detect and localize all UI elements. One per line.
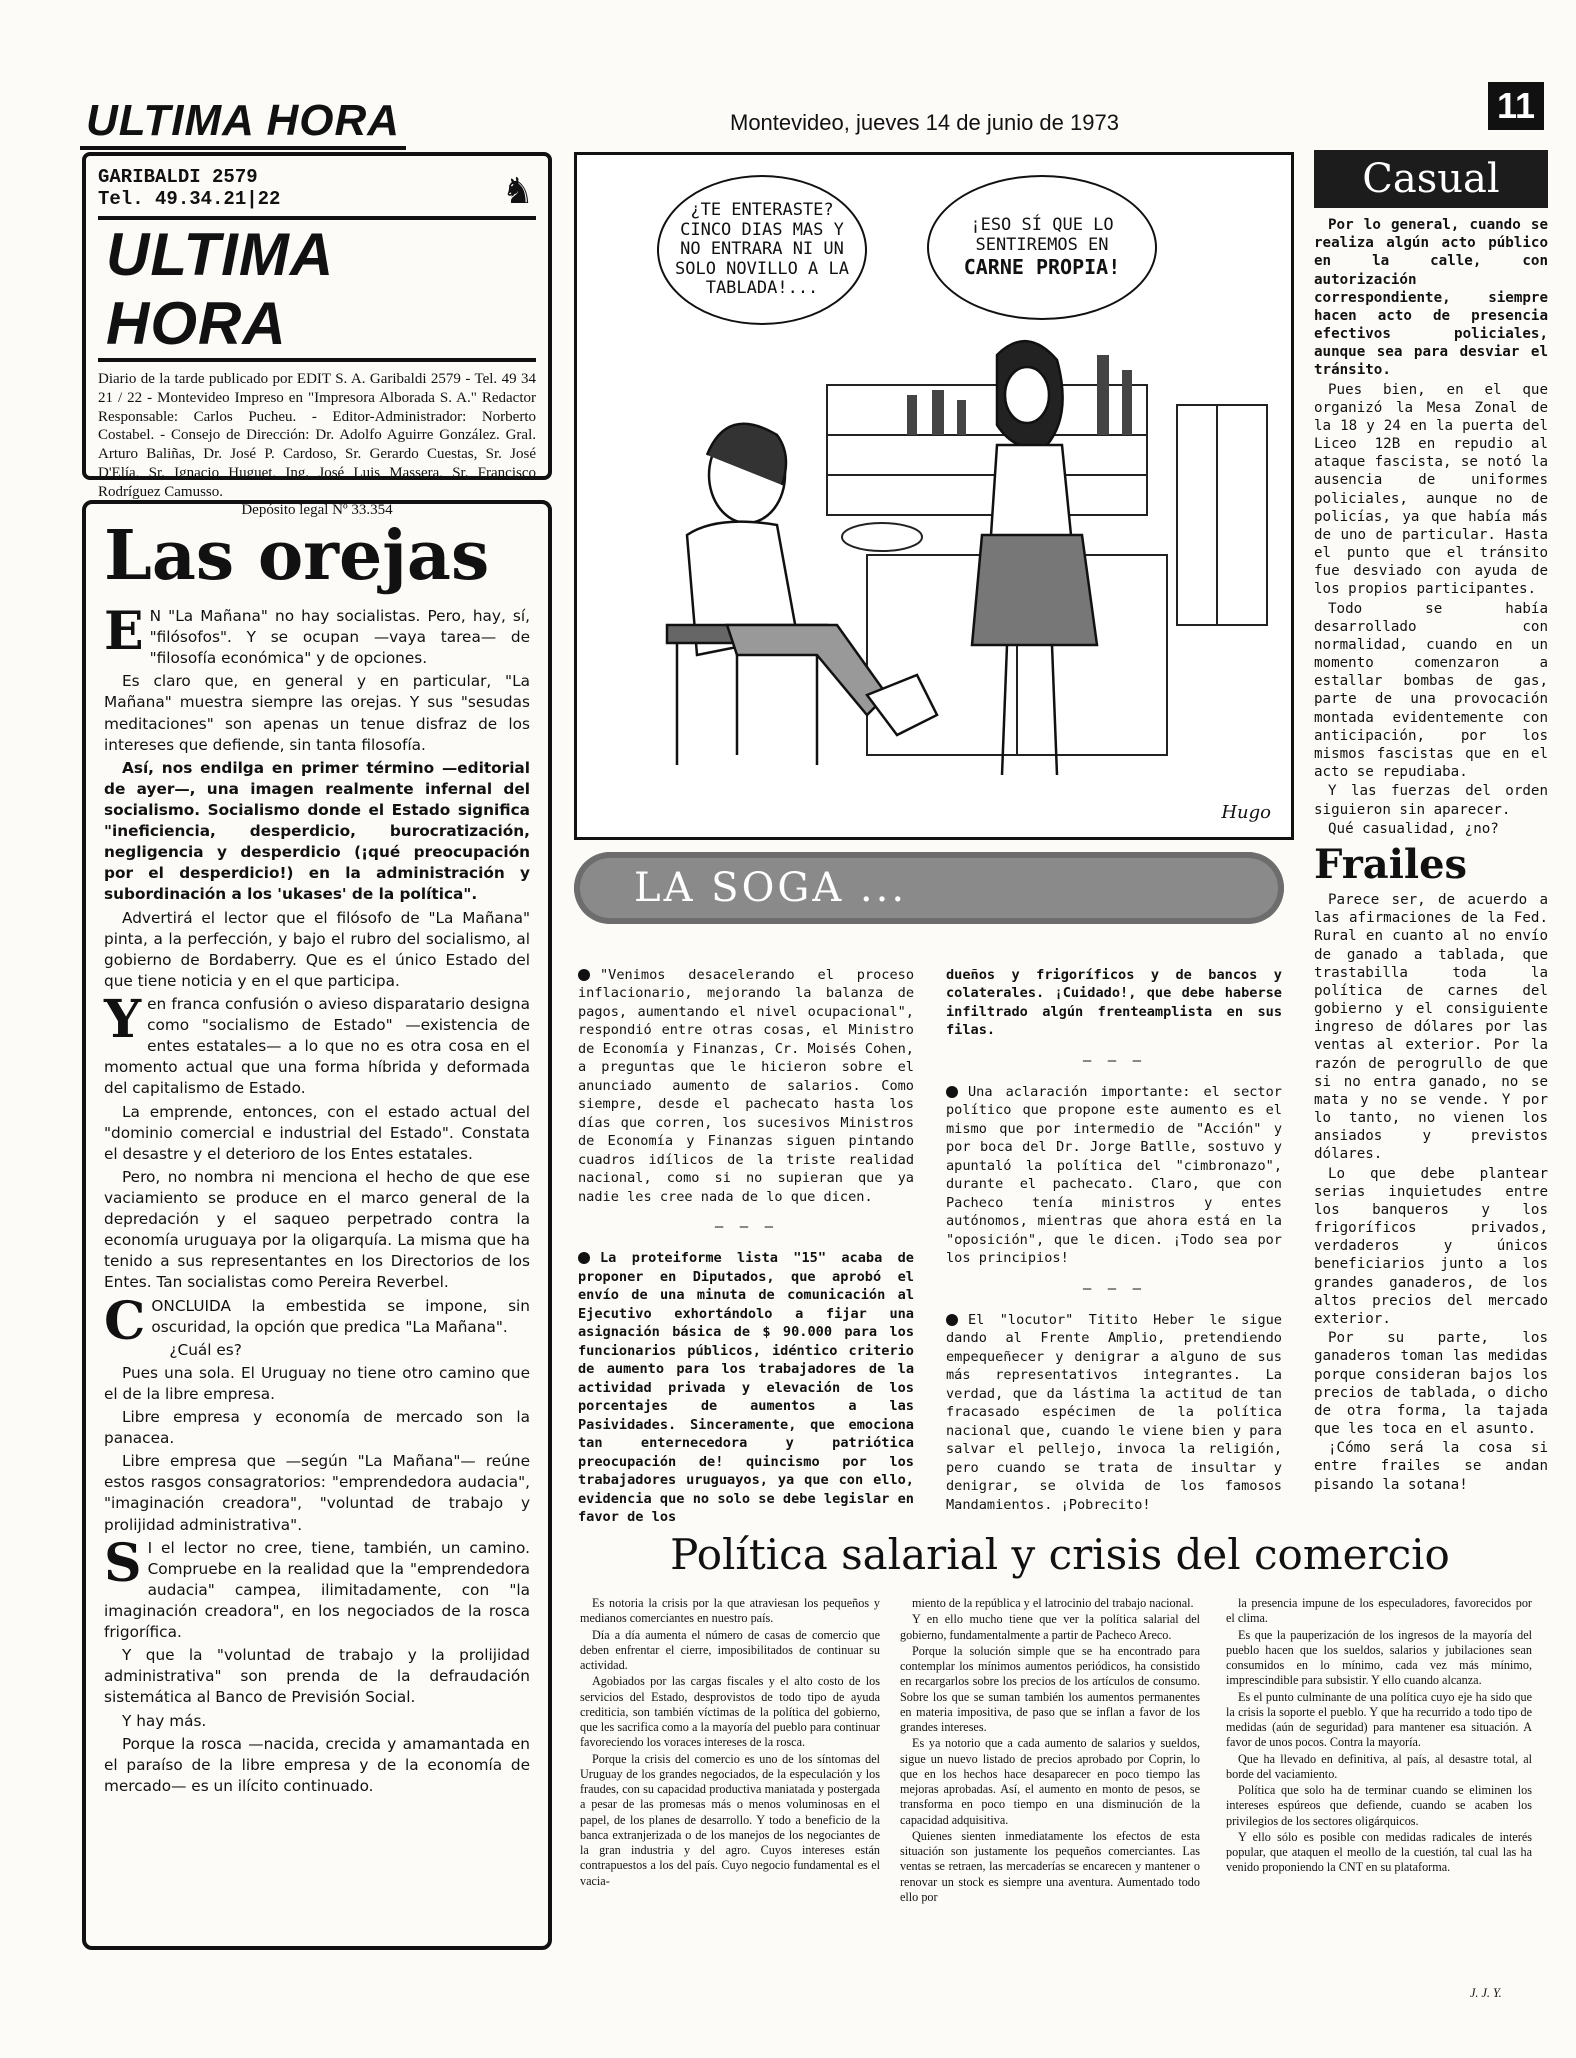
section-title-frailes: Frailes [1314, 840, 1468, 888]
paragraph: Una aclaración importante: el sector político que propone este aumento es el mismo que por intermedio de "Acción" y por boca del Dr. Jorge Batlle, sostuvo y apuntaló la política del "cimbronazo", durante el pachecato. Claro, que con Pacheco tenía ministros y entes autónomos, mientras que ahora está en la "oposición", que le dicen. ¡Todo sea por los principios! [946, 1083, 1282, 1267]
paragraph: Y que la "voluntad de trabajo y la prolijidad administrativa" son prenda de la defraudación sistemática al Banco de Previsión Social. [104, 1646, 530, 1707]
paragraph: Y en ello mucho tiene que ver la política salarial del gobierno, fundamentalmente a partir de Pacheco Areco. [900, 1612, 1200, 1642]
speech-bubble-right-text: ¡ESO SÍ QUE LO SENTIREMOS EN [970, 215, 1114, 255]
paragraph: Porque la rosca —nacida, crecida y amamantada en el paraíso de la libre empresa y de la economía de mercado— es un ilícito continuado. [104, 1734, 530, 1795]
bullet-icon [946, 1086, 958, 1098]
paragraph: Parece ser, de acuerdo a las afirmaciones de la Fed. Rural en cuanto al no envío de ganado a tablada, que trastabilla toda la política de carnes del gobierno y el consiguiente ingreso de dólares por las ventas al exterior. Por la razón de perogrullo de que si no entra ganado, no se mata y no se vende. Y por lo tanto, no vienen los ansiados y previstos dólares. [1314, 892, 1548, 1163]
drop-cap: C [104, 1290, 146, 1352]
paragraph: Agobiados por las cargas fiscales y el alto costo de los servicios del Estado, desprovistos de todo tipo de ayuda crediticia, son también víctimas de la política del gobierno, que les sacrifica como a la mayoría del pueblo para continuar favoreciendo los voraces intereses de la rosca. [580, 1674, 880, 1750]
masthead-address: GARIBALDI 2579 [98, 166, 258, 188]
soga-column-2 [946, 966, 1282, 1514]
drop-cap: S [104, 1532, 142, 1594]
paragraph: miento de la república y el latrocinio del trabajo nacional. [912, 1596, 1194, 1610]
paragraph: Porque la solución simple que se ha encontrado para contemplar los mínimos aumentos periódicos, ha consistido en recargarlos sobre los precios de los artículos de consumo. Sobre los que se suman también los aumentos permanentes en materia impositiva, de paso que se inflan a favor de los grandes intereses. [900, 1643, 1200, 1734]
paragraph: Quienes sienten inmediatamente los efectos de esta situación son justamente los pequeños comerciantes. Las ventas se retraen, las mercaderías se encarecen y mantener o renovar un stock es siempre una aventura. Aumentado todo ello por [900, 1828, 1200, 1904]
paragraph: Qué casualidad, ¿no? [1328, 820, 1499, 837]
header-logo: ULTIMA HORA [80, 96, 406, 150]
paragraph: Y las fuerzas del orden siguieron sin aparecer. [1314, 783, 1548, 818]
politica-column-2 [900, 1596, 1200, 1906]
drop-cap: E [104, 601, 144, 662]
article-title-politica: Política salarial y crisis del comercio [670, 1530, 1450, 1579]
paragraph: Es el punto culminante de una política cuyo eje ha sido que la crisis la soporte el pueblo. Y que ha recurrido a todo tipo de medidas (aún de seguridad) para mantener esa situación. A favor de unos pocos. Contra la mayoría. [1226, 1689, 1532, 1750]
masthead [82, 152, 552, 519]
speech-bubble-left: ¿TE ENTERASTE? CINCO DIAS MAS Y NO ENTRARA NI UN SOLO NOVILLO A LA TABLADA!... [657, 175, 867, 325]
paragraph: Lo que debe plantear serias inquietudes entre los banqueros y los frigoríficos privados, verdaderos y únicos beneficiarios junto a los grandes ganaderos, de los altos precios del mercado exterior. [1314, 1165, 1548, 1327]
paragraph: Por su parte, los ganaderos toman las medidas porque consideran bajos los precios de tablada, o dicho de otra forma, la tajada que les toca en el asunto. [1314, 1330, 1548, 1438]
bullet-icon [578, 1252, 590, 1264]
masthead-logo: ULTIMA HORA [98, 216, 536, 362]
paragraph: Pero, no nombra ni menciona el hecho de que ese vaciamiento se produce en el marco general de la depredación y el saqueo perpetrado contra la economía uruguaya por la oligarquía. La misma que ha tenido a sus representantes en los Directorios de los Entes. Tan socialistas como Pereira Reverbel. [104, 1167, 530, 1292]
paragraph: La proteiforme lista "15" acaba de proponer en Diputados, que aprobó el envío de una minuta de comunicación al Ejecutivo exhortándolo a fijar una asignación básica de $ 90.000 para los funcionarios públicos, idéntico criterio de aumento para los trabajadores de la actividad privada y elevación de los porcentajes de aumentos a las Pasividades. Sinceramente, que emociona tan enternecedora y patriótica preocupación de! quincismo por los trabajadores uruguayos, ya que con ello, evidencia que no solo se debe legislar en favor de los [578, 1250, 914, 1526]
paragraph: Pues bien, en el que organizó la Mesa Zonal de la 18 y 24 en la puerta del Liceo 12B en repudio al ataque fascista, se notó la ausencia de uniformes policiales, aunque no de policías, ya que había más de uno de particular. Hasta el punto que el tránsito fue desviado con ayuda de los propios participantes. [1314, 381, 1548, 598]
article-title: Las orejas [104, 516, 490, 596]
section-title-casual: Casual [1314, 150, 1548, 208]
dateline: Montevideo, jueves 14 de junio de 1973 [730, 110, 1119, 135]
paragraph: Política que solo ha de terminar cuando se eliminen los intereses espúreos que defiende, cuando se acaben los privilegios de los sectores oligárquicos. [1226, 1783, 1532, 1828]
separator: — — — [714, 1219, 778, 1236]
paragraph: ¿Cuál es? [169, 1340, 242, 1359]
section-banner-la-soga: LA SOGA ... [574, 852, 1284, 924]
separator: — — — [1082, 1280, 1146, 1297]
paragraph: en franca confusión o avieso disparatario designa como "socialismo de Estado" —existencia de entes estatales— a lo que no es otra cosa en el momento actual que una forma híbrida y deformada del capitalismo de Estado. [104, 994, 530, 1098]
masthead-phone: Tel. 49.34.21|22 [98, 188, 281, 210]
paragraph: Libre empresa que —según "La Mañana"— reúne estos rasgos consagratorios: "emprendedora audacia", "imaginación creadora", "voluntad de trabajo y prolijidad administrativa". [104, 1452, 530, 1534]
article-las-orejas [82, 500, 552, 1950]
cartoon [574, 152, 1294, 840]
paragraph: dueños y frigoríficos y de bancos y colaterales. ¡Cuidado!, que debe haberse infiltrado algún frenteamplista en sus filas. [946, 967, 1282, 1039]
paragraph: Y ello sólo es posible con medidas radicales de interés popular, que ataquen el meollo de la cuestión, tal cual las ha venido proponiendo la CNT en su plataforma. [1226, 1829, 1532, 1875]
paragraph: "Venimos desacelerando el proceso inflacionario, mejorando la balanza de pagos, aumentando el nivel ocupacional", respondió entre otras cosas, el Ministro de Economía y Finanzas, Cr. Moisés Cohen, a preguntas que le hicieron sobre el anunciado aumento de salarios. Como siempre, desde el pachecato hasta los días que corren, los sucesivos Ministros de Economía y Finanzas siguen pintando cuadros idílicos de la triste realidad nacional, como si no supieran que ya nadie les cree nada de lo que dicen. [578, 967, 914, 1205]
separator: — — — [1082, 1052, 1146, 1069]
paragraph: Porque la crisis del comercio es uno de los síntomas del Uruguay de los grandes negociados, de la especulación y los fraudes, con su capacidad productiva maniatada y postergada a pesar de las promesas más o menos voluminosas en el papel, de los planes de desarrollo. Y todo a beneficio de la banca extranjerizada o de los manejos de los negociantes de la gran industria y del agro. Cuyos intereses están contrapuestos a los del país. Cuyo negocio fundamental es el vacia- [580, 1751, 880, 1888]
bullet-icon [946, 1314, 958, 1326]
horse-rider-icon: ♞ [501, 170, 534, 211]
paragraph: Día a día aumenta el número de casas de comercio que deben enfrentar el cierre, imposibilitados de continuar su actividad. [580, 1627, 880, 1672]
paragraph: La emprende, entonces, con el estado actual del "dominio comercial e industrial del Estado". Constata el desastre y el deterioro de los Entes estatales. [104, 1102, 530, 1163]
masthead-legal: Depósito legal Nº 33.354 [241, 502, 393, 519]
paragraph: El "locutor" Titito Heber le sigue dando al Frente Amplio, pretendiendo empequeñecer y denigrar a alguno de sus más representativos integrantes. La verdad, que da lástima la actitud de tan fracasado espécimen de la política nacional que, cuando le viene bien y para salvar el pellejo, invoca la religión, pero cuando se trata de insultar y denigrar, se olvida de los famosos Mandamientos. ¡Pobrecito! [946, 1311, 1282, 1513]
cartoon-signature: Hugo [1221, 802, 1271, 823]
soga-column-1 [578, 966, 914, 1527]
paragraph: Todo se había desarrollado con normalidad, cuando en un momento comenzaron a estallar bombas de gas, parte de una provocación montada evidentemente con anticipación, por los mismos fascistas que en el acto se repudiaba. [1314, 600, 1548, 781]
paragraph: Así, nos endilga en primer término —editorial de ayer—, una imagen realmente infernal del socialismo. Socialismo donde el Estado significa "ineficiencia, desperdicio, burocratización, negligencia y desperdicio (¡qué preocupación por el desperdicio!) en la administración y subordinación a los 'ukases' de la política". [104, 758, 530, 904]
page-number: 11 [1488, 82, 1544, 130]
paragraph: Que ha llevado en definitiva, al país, al desastre total, al borde del vaciamiento. [1226, 1751, 1532, 1781]
article-signature: J. J. Y. [1470, 1986, 1502, 2000]
paragraph: N "La Mañana" no hay socialistas. Pero, hay, sí, "filósofos". Y se ocupan —vaya tarea— de "filosofía económica" y de opciones. [149, 607, 530, 668]
drop-cap: Y [104, 988, 142, 1050]
paragraph: la presencia impune de los especuladores, favorecidos por el clima. [1226, 1596, 1532, 1626]
paragraph: Por lo general, cuando se realiza algún acto público en la calle, con autorización correspondiente, siempre hacen acto de presencia efectivos policiales, aunque sea para desviar el tránsito. [1314, 217, 1548, 379]
paragraph: Pues una sola. El Uruguay no tiene otro camino que el de la libre empresa. [104, 1363, 530, 1403]
speech-bubble-right [927, 175, 1157, 320]
paragraph: Es notoria la crisis por la que atraviesan los pequeños y medianos comerciantes en nuestro país. [580, 1596, 880, 1626]
politica-column-1 [580, 1596, 880, 1890]
paragraph: Es que la pauperización de los ingresos de la mayoría del pueblo hacen que los sueldos, salarios y jubilaciones sean consumidos en lo mínimo, cada vez más mínimo, imprescindible para subsistir. Y ello cuando alcanza. [1226, 1627, 1532, 1688]
speech-bubble-right-emphasis: CARNE PROPIA! [963, 254, 1121, 279]
masthead-credits: Diario de la tarde publicado por EDIT S. A. Garibaldi 2579 - Tel. 49 34 21 / 22 - Montevideo Impreso en "Impresora Alborada S. A." Redactor Responsable: Carlos Pucheu. - Editor-Administrador: Norberto Costabel. - Consejo de Dirección: Dr. Adolfo Aguirre González. Gral. Arturo Baliñas, Dr. José P. Cardoso, Sr. Gerardo Cuestas, Sr. José D'Elía, Sr. Ignacio Huguet, Ing. José Luis Massera, Sr. Francisco Rodríguez Camusso. [98, 371, 536, 500]
paragraph: Y hay más. [122, 1711, 207, 1730]
politica-column-3 [1226, 1596, 1532, 1877]
paragraph: ONCLUIDA la embestida se impone, sin oscuridad, la opción que predica "La Mañana". [151, 1296, 530, 1336]
paragraph: Es ya notorio que a cada aumento de salarios y sueldos, sigue un nuevo listado de precios aprobado por Coprin, lo que en los hechos hace desaparecer en poco tiempo las mejoras aprobadas. Así, el aumento en monto de pesos, se transforma en poco tiempo en una disminución de la capacidad adquisitiva. [900, 1736, 1200, 1827]
bullet-icon [578, 969, 590, 981]
paragraph: Es claro que, en general y en particular, "La Mañana" muestra siempre las orejas. Y sus "sesudas meditaciones" son apenas un tenue disfraz de los intereses que defiende, sin tanta filosofía. [104, 672, 530, 754]
right-column [1314, 216, 1548, 1495]
paragraph: Libre empresa y economía de mercado son la panacea. [104, 1408, 530, 1448]
paragraph: Advertirá el lector que el filósofo de "La Mañana" pinta, a la perfección, y bajo el rubro del socialismo, al gobierno de Bordaberry. Que es el único Estado del que tiene noticia y en el que participa. [104, 908, 530, 990]
paragraph: I el lector no cree, tiene, también, un camino. Compruebe en la realidad que la "emprendedora audacia" campea, ilimitadamente, con "la imaginación creadora", en los negociados de la rosca frigorífica. [104, 1538, 530, 1642]
paragraph: ¡Cómo será la cosa si entre frailes se andan pisando la sotana! [1314, 1440, 1548, 1493]
